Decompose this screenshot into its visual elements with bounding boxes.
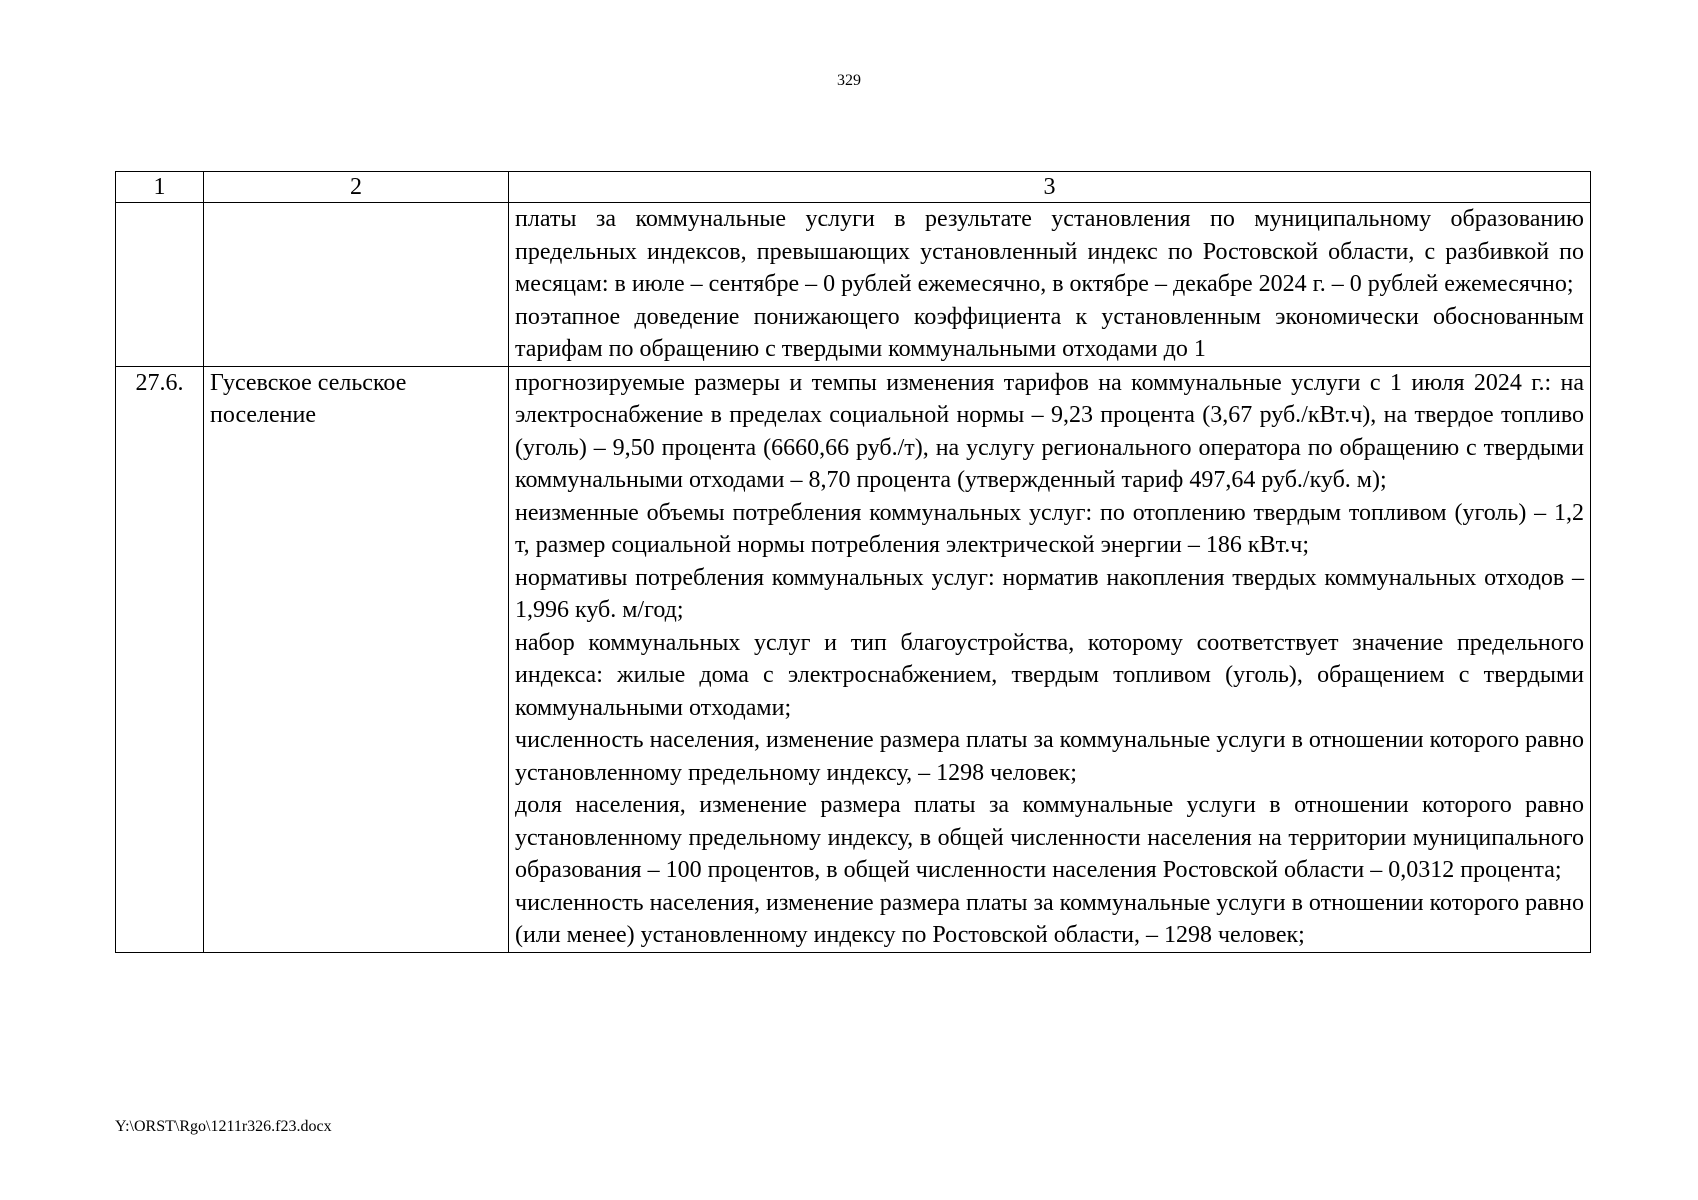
municipality-name-cell: Гусевское сельское поселение [204,366,509,952]
description-paragraph: численность населения, изменение размера платы за коммунальные услуги в отношении которого равно (или менее) установленному индексу по Ростовской области, – 1298 человек; [515,889,1584,948]
header-cell-1: 1 [116,172,204,203]
table-header-row [116,172,1591,203]
description-cell [509,203,1591,367]
description-paragraph: численность населения, изменение размера платы за коммунальные услуги в отношении которого равно установленному предельному индексу, – 1298 человек; [515,727,1584,786]
table-row-27-6 [116,366,1591,952]
page-number: 329 [837,72,861,89]
description-paragraph: поэтапное доведение понижающего коэффициента к установленным экономически обоснованным тарифам по обращению с твердыми коммунальными отходами до 1 [515,303,1584,362]
footer-file-path: Y:\ORST\Rgo\1211r326.f23.docx [115,1118,332,1135]
description-paragraph: набор коммунальных услуг и тип благоустройства, которому соответствует значение предельного индекса: жилые дома с электроснабжением, твердым топливом (уголь), обращением с твердыми коммунальными отходами; [515,629,1584,721]
description-paragraph: неизменные объемы потребления коммунальных услуг: по отоплению твердым топливом (уголь) – 1,2 т, размер социальной нормы потребления электрической энергии – 186 кВт.ч; [515,499,1584,558]
description-cell [509,366,1591,952]
row-number-cell [116,203,204,367]
row-number-cell: 27.6. [116,366,204,952]
municipality-name-cell [204,203,509,367]
tariff-table [115,171,1591,953]
table-row-continued [116,203,1591,367]
description-paragraph: прогнозируемые размеры и темпы изменения тарифов на коммунальные услуги с 1 июля 2024 г.: на электроснабжение в пределах социальной нормы – 9,23 процента (3,67 руб./кВт.ч), на твердое топливо (уголь) – 9,50 процента (6660,66 руб./т), на услугу регионального оператора по обращению с твердыми коммунальными отходами – 8,70 процента (утвержденный тариф 497,64 руб./куб. м); [515,369,1584,493]
header-cell-2: 2 [204,172,509,203]
description-paragraph: нормативы потребления коммунальных услуг: норматив накопления твердых коммунальных отходов – 1,996 куб. м/год; [515,564,1584,623]
header-cell-3: 3 [509,172,1591,203]
description-paragraph: платы за коммунальные услуги в результате установления по муниципальному образованию предельных индексов, превышающих установленный индекс по Ростовской области, с разбивкой по месяцам: в июле – сентябре – 0 рублей ежемесячно, в октябре – декабре 2024 г. – 0 рублей ежемесячно; [515,206,1584,297]
description-paragraph: доля населения, изменение размера платы за коммунальные услуги в отношении которого равно установленному предельному индексу, в общей численности населения на территории муниципального образования – 100 процентов, в общей численности населения Ростовской области – 0,0312 процента; [515,792,1584,883]
